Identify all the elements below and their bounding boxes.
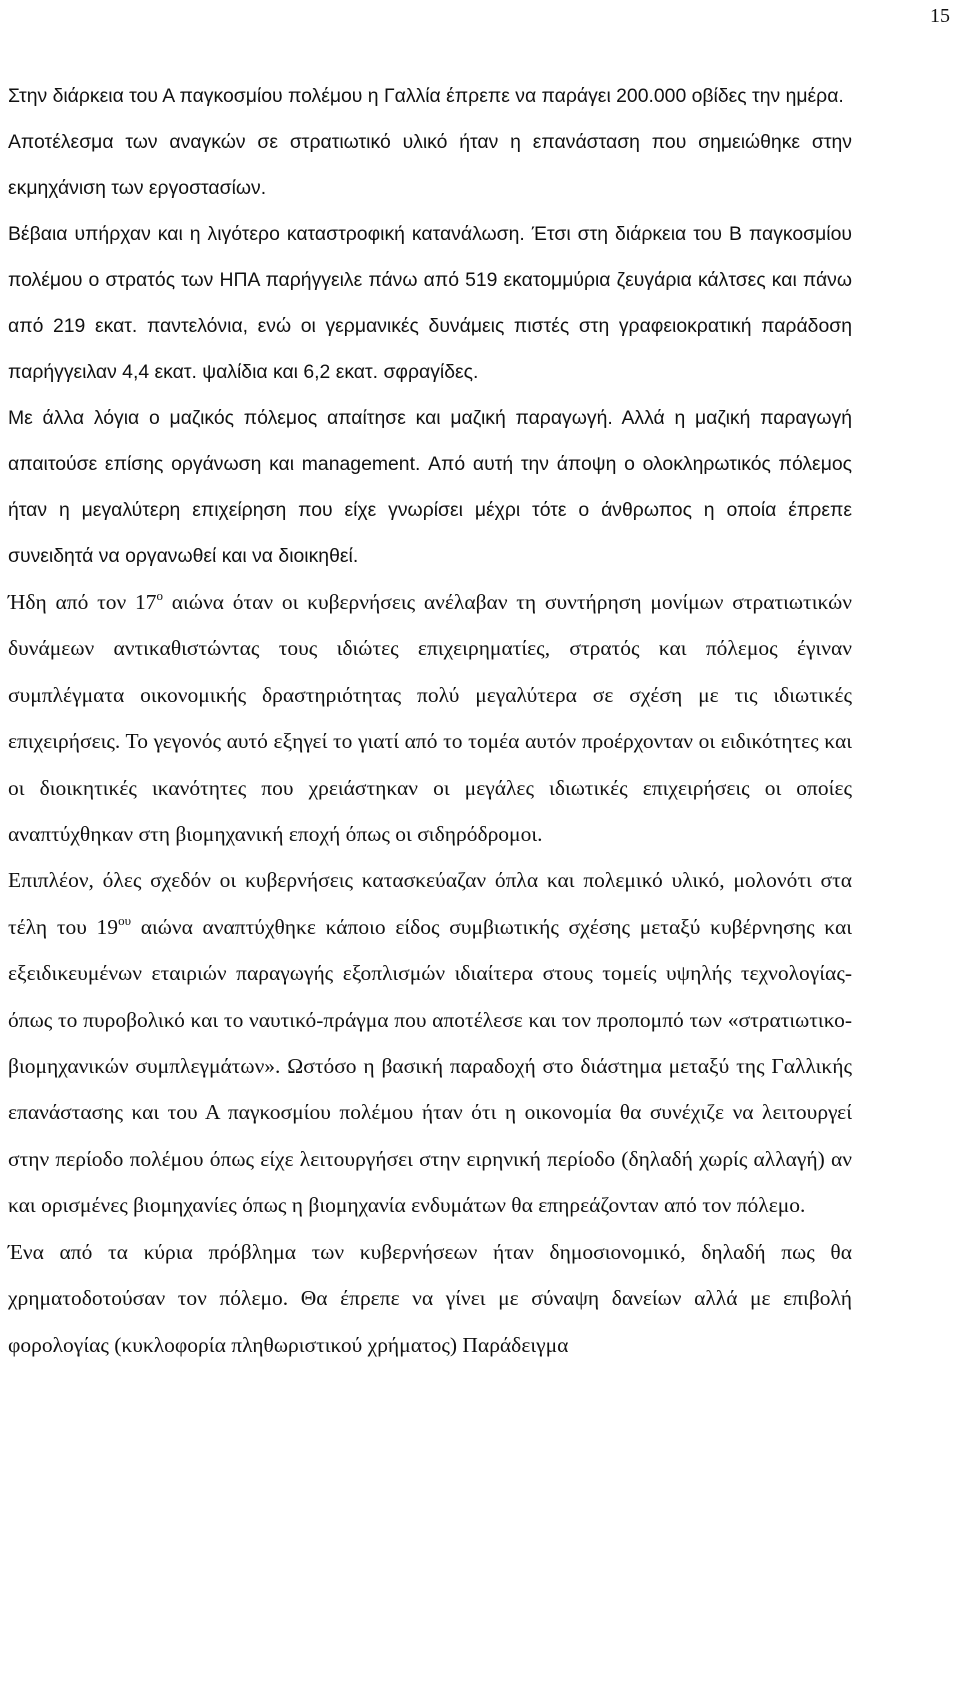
page-number: 15 (930, 5, 950, 27)
body-text (8, 73, 852, 1368)
paragraph-17th-century (8, 579, 852, 857)
superscript: ο (156, 587, 163, 603)
paragraph-consumption: Βέβαια υπήρχαν και η λιγότερο καταστροφική κατανάλωση. Έτσι στη διάρκεια του Β παγκοσμίου πολέμου ο στρατός των ΗΠΑ παρήγγειλε πάνω από 519 εκατομμύρια ζευγάρια κάλτσες και πάνω από 219 εκατ. παντελόνια, ενώ οι γερμανικές δυνάμεις πιστές στη γραφειοκρατική παράδοση παρήγγειλαν 4,4 εκατ. ψαλίδια και 6,2 εκατ. σφραγίδες. (8, 223, 852, 383)
paragraph-19th-century (8, 857, 852, 1228)
text-run: Επιπλέον, όλες σχεδόν οι κυβερνήσεις κατασκεύαζαν όπλα και πολεμικό υλικό, μολονότι στα τέλη του 19 (8, 868, 852, 939)
superscript: ου (118, 912, 131, 928)
text-run: αιώνα αναπτύχθηκε κάποιο είδος συμβιωτικής σχέσης μεταξύ κυβέρνησης και εξειδικευμένων εταιριών παραγωγής εξοπλισμών ιδιαίτερα στους τομείς υψηλής τεχνολογίας-όπως το πυροβολικό και το ναυτικό-πράγμα που αποτέλεσε και τον προπομπό των «στρατιωτικο-βιομηχανικών συμπλεγμάτων». Ωστόσο η βασική παραδοχή στο διάστημα μεταξύ της Γαλλικής επανάστασης και του Α παγκοσμίου πολέμου ήταν ότι η οικονομία θα συνέχιζε να λειτουργεί στην περίοδο πολέμου όπως είχε λειτουργήσει στην ειρηνική περίοδο (δηλαδή χωρίς αλλαγή) αν και ορισμένες βιομηχανίες όπως η βιομηχανία ενδυμάτων θα επηρεάζονταν από τον πόλεμο. (8, 914, 852, 1218)
text-run: αιώνα όταν οι κυβερνήσεις ανέλαβαν τη συντήρηση μονίμων στρατιωτικών δυνάμεων αντικαθιστώντας τους ιδιώτες επιχειρηματίες, στρατός και πόλεμος έγιναν συμπλέγματα οικονομικής δραστηριότητας πολύ μεγαλύτερα σε σχέση με τις ιδιωτικές επιχειρήσεις. Το γεγονός αυτό εξηγεί το γιατί από το τομέα αυτόν προέρχονταν οι ειδικότητες και οι διοικητικές ικανότητες που χρειάστηκαν οι μεγάλες ιδιωτικές επιχειρήσεις οι οποίες αναπτύχθηκαν στη βιομηχανική εποχή όπως οι σιδηρόδρομοι. (8, 590, 853, 847)
text-run: Ήδη από τον 17 (8, 590, 157, 614)
paragraph-mechanization: Αποτέλεσμα των αναγκών σε στρατιωτικό υλικό ήταν η επανάσταση που σημειώθηκε στην εκμηχάνιση των εργοστασίων. (8, 131, 852, 199)
paragraph-mass-production: Με άλλα λόγια ο μαζικός πόλεμος απαίτησε και μαζική παραγωγή. Αλλά η μαζική παραγωγή απαιτούσε επίσης οργάνωση και management. Από αυτή την άποψη ο ολοκληρωτικός πόλεμος ήταν η μεγαλύτερη επιχείρηση που είχε γνωρίσει μέχρι τότε ο άνθρωπος η οποία έπρεπε συνειδητά να οργανωθεί και να διοικηθεί. (8, 407, 852, 567)
paragraph-financing: Ένα από τα κύρια πρόβλημα των κυβερνήσεων ήταν δημοσιονομικό, δηλαδή πως θα χρηματοδοτούσαν τον πόλεμο. Θα έπρεπε να γίνει με σύναψη δανείων αλλά με επιβολή φορολογίας (κυκλοφορία πληθωριστικού χρήματος) Παράδειγμα (8, 1239, 852, 1357)
paragraph-wwi-shells: Στην διάρκεια του Α παγκοσμίου πολέμου η Γαλλία έπρεπε να παράγει 200.000 οβίδες την ημέρα. (8, 85, 844, 107)
